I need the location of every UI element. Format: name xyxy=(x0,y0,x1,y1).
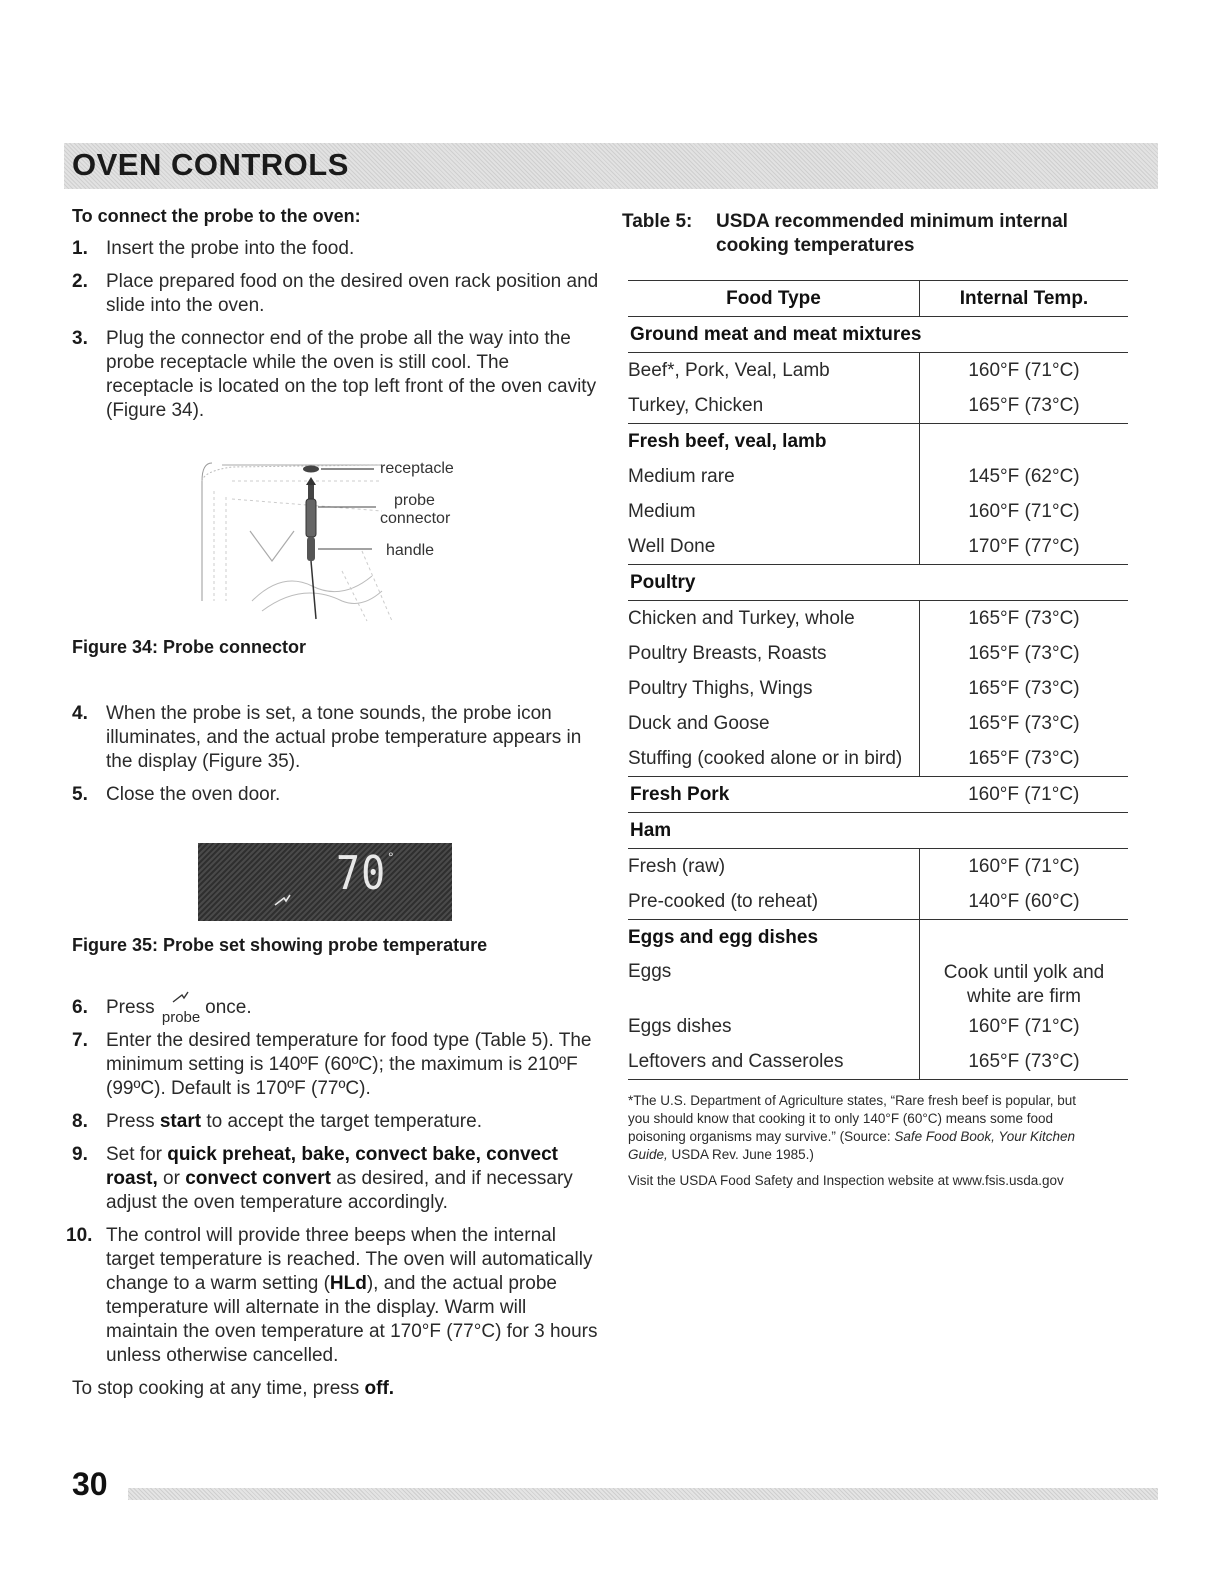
note-text: To stop cooking at any time, press xyxy=(72,1378,365,1399)
step-text: Enter the desired temperature for food type (Table 5). The minimum setting is 140ºF (60ºC); the maximum is 210ºF (99ºC). Default is 170ºF (77ºC). xyxy=(106,1030,592,1099)
display-degree-mark: ° xyxy=(388,849,394,865)
food-cell: Chicken and Turkey, whole xyxy=(628,601,920,637)
food-cell: Well Done xyxy=(628,529,920,565)
step-text: When the probe is set, a tone sounds, the probe icon illuminates, and the actual probe temperature appears in the display (Figure 35). xyxy=(106,703,582,772)
temp-cell: Cook until yolk and white are firm xyxy=(943,962,1105,1007)
page-number: 30 xyxy=(72,1466,108,1502)
food-cell: Medium rare xyxy=(628,459,920,494)
step-item xyxy=(72,270,602,318)
section-banner xyxy=(64,143,1158,189)
table-row xyxy=(628,741,1128,777)
step-text: ), and the actual probe temperature will alternate in the display. Warm will maintain the oven temperature at 170°F (77°C) for 3 hours unless otherwise cancelled. xyxy=(106,1273,598,1366)
temp-cell: 140°F (60°C) xyxy=(968,890,1080,912)
table-row xyxy=(628,388,1128,424)
header-food-type: Food Type xyxy=(628,281,920,317)
temp-cell: 160°F (71°C) xyxy=(968,500,1080,522)
footnote-website: Visit the USDA Food Safety and Inspection website at www.fsis.usda.gov xyxy=(628,1173,1064,1188)
section-title: OVEN CONTROLS xyxy=(72,147,349,182)
category-fresh-beef: Fresh beef, veal, lamb xyxy=(628,424,920,460)
figure-35-caption: Figure 35: Probe set showing probe temperature xyxy=(72,935,488,955)
step-text: Insert the probe into the food. xyxy=(106,238,355,259)
step-item xyxy=(72,1110,602,1134)
footer-bar xyxy=(128,1488,1158,1500)
table-title-text: USDA recommended minimum internal cooking temperatures xyxy=(716,211,1068,256)
header-internal-temp: Internal Temp. xyxy=(920,281,1129,317)
left-column xyxy=(66,206,602,1401)
step-item xyxy=(72,702,602,774)
table-row xyxy=(628,1009,1128,1044)
usda-temperature-table xyxy=(628,280,1128,1080)
temp-cell: 165°F (73°C) xyxy=(968,677,1080,699)
probe-icon xyxy=(172,990,190,1004)
step-text: Place prepared food on the desired oven rack position and slide into the oven. xyxy=(106,271,599,316)
probe-key-glyph xyxy=(160,996,201,1026)
food-cell: Fresh (raw) xyxy=(628,849,920,885)
step-number: 7. xyxy=(72,1030,88,1051)
temp-cell: 145°F (62°C) xyxy=(968,465,1080,487)
step-item xyxy=(72,996,602,1026)
temp-cell: 165°F (73°C) xyxy=(968,394,1080,416)
temp-cell: 165°F (73°C) xyxy=(968,747,1080,769)
receptacle-shape xyxy=(303,466,319,473)
temp-cell: 165°F (73°C) xyxy=(968,642,1080,664)
food-cell: Poultry Breasts, Roasts xyxy=(628,636,920,671)
step-number: 2. xyxy=(72,271,88,292)
steps-list-c xyxy=(66,996,602,1368)
category-ham: Ham xyxy=(628,813,1128,849)
table-row xyxy=(628,601,1128,637)
step-item xyxy=(72,1029,602,1101)
food-cell: Eggs xyxy=(628,955,920,1009)
connector-label: connector xyxy=(380,510,451,527)
probe-connect-heading: To connect the probe to the oven: xyxy=(72,206,361,226)
table-footnote xyxy=(628,1092,1098,1190)
step-text: Press xyxy=(106,997,155,1018)
empty-cell xyxy=(920,920,1129,956)
category-fresh-pork: Fresh Pork xyxy=(628,777,920,813)
steps-list-a xyxy=(72,237,602,423)
step-number: 3. xyxy=(72,328,88,349)
step-text: Press xyxy=(106,1111,160,1132)
step-text: Close the oven door. xyxy=(106,784,281,805)
food-cell: Pre-cooked (to reheat) xyxy=(628,884,920,920)
step-text: as desired, and if necessary adjust the oven temperature accordingly. xyxy=(106,1168,573,1213)
hld-keyword: HLd xyxy=(329,1273,367,1294)
receptacle-label: receptacle xyxy=(380,460,454,477)
step-text: once. xyxy=(205,997,252,1018)
mode-keywords: quick preheat, bake, convect bake, convect roast, xyxy=(106,1144,558,1189)
step-number: 1. xyxy=(72,238,88,259)
probe-label: probe xyxy=(394,492,435,509)
convect-convert-keyword: convect convert xyxy=(185,1168,331,1189)
step-item xyxy=(72,783,602,807)
step-text: Set for xyxy=(106,1144,168,1165)
temp-cell: 165°F (73°C) xyxy=(920,1044,1129,1080)
table-row xyxy=(628,636,1128,671)
footnote-text: *The U.S. Department of Agriculture states, “Rare fresh beef is popular, but you should know that cooking it to only 140°F (60°C) means some food poisoning organisms may survive.” (Source: xyxy=(628,1093,1076,1144)
step-number: 5. xyxy=(72,784,88,805)
right-column xyxy=(622,210,1122,1198)
step-item xyxy=(72,327,602,423)
temp-cell: 160°F (71°C) xyxy=(920,353,1129,389)
step-number: 6. xyxy=(72,997,88,1018)
table-row xyxy=(628,494,1128,529)
figure-34-caption: Figure 34: Probe connector xyxy=(72,637,307,657)
table-5-title xyxy=(622,210,1122,258)
steps-list-b xyxy=(72,702,602,807)
table-row xyxy=(628,529,1128,565)
step-number: 8. xyxy=(72,1111,88,1132)
temp-cell: 160°F (71°C) xyxy=(920,777,1129,813)
table-row xyxy=(628,1044,1128,1080)
probe-key-label: probe xyxy=(161,1009,201,1026)
table-row xyxy=(628,353,1128,389)
step-text: to accept the target temperature. xyxy=(201,1111,482,1132)
table-row xyxy=(628,706,1128,741)
category-eggs: Eggs and egg dishes xyxy=(628,920,920,956)
step-text: Plug the connector end of the probe all the way into the probe receptacle while the oven is still cool. The receptacle is located on the top left front of the oven cavity (Figure 34). xyxy=(106,328,597,421)
step-item xyxy=(72,1143,602,1215)
empty-cell xyxy=(920,424,1129,460)
stop-cooking-note xyxy=(72,1377,602,1401)
step-number: 10. xyxy=(66,1225,93,1246)
temp-cell: 165°F (73°C) xyxy=(920,601,1129,637)
display-temperature: 70 xyxy=(336,847,387,901)
food-cell: Eggs dishes xyxy=(628,1009,920,1044)
category-poultry: Poultry xyxy=(628,565,1128,601)
table-row xyxy=(628,671,1128,706)
temp-cell: 170°F (77°C) xyxy=(968,535,1080,557)
handle-label: handle xyxy=(386,542,435,559)
step-text: or xyxy=(157,1168,186,1189)
temp-cell: 160°F (71°C) xyxy=(920,849,1129,885)
food-cell: Duck and Goose xyxy=(628,706,920,741)
step-number: 9. xyxy=(72,1144,88,1165)
table-label: Table 5: xyxy=(622,211,693,232)
figure-probe-connector xyxy=(192,451,492,629)
food-cell: Poultry Thighs, Wings xyxy=(628,671,920,706)
food-cell: Turkey, Chicken xyxy=(628,388,920,424)
footnote-usda-quote xyxy=(628,1092,1098,1164)
footnote-text: USDA Rev. June 1985.) xyxy=(667,1147,814,1162)
table-row xyxy=(628,777,1128,813)
food-cell: Stuffing (cooked alone or in bird) xyxy=(628,741,920,777)
table-row xyxy=(628,955,1128,1009)
step-item xyxy=(66,1224,602,1368)
start-keyword: start xyxy=(159,1111,202,1132)
food-cell: Medium xyxy=(628,494,920,529)
table-row xyxy=(628,849,1128,885)
temp-cell: 165°F (73°C) xyxy=(968,712,1080,734)
oven-display-panel xyxy=(198,843,452,921)
table-row xyxy=(628,884,1128,920)
food-cell: Leftovers and Casseroles xyxy=(628,1044,920,1080)
step-item xyxy=(72,237,602,261)
temp-cell: 160°F (71°C) xyxy=(968,1015,1080,1037)
step-text: The control will provide three beeps when the internal target temperature is reached. The oven will automatically change to a warm setting ( xyxy=(106,1225,593,1294)
table-row xyxy=(628,459,1128,494)
category-ground-meat: Ground meat and meat mixtures xyxy=(630,323,922,345)
food-cell: Beef*, Pork, Veal, Lamb xyxy=(628,353,920,389)
step-number: 4. xyxy=(72,703,88,724)
probe-icon xyxy=(274,893,292,907)
off-keyword: off. xyxy=(364,1378,395,1399)
footnote-source-title: Safe Food Book, Your Kitchen Guide, xyxy=(628,1129,1075,1162)
